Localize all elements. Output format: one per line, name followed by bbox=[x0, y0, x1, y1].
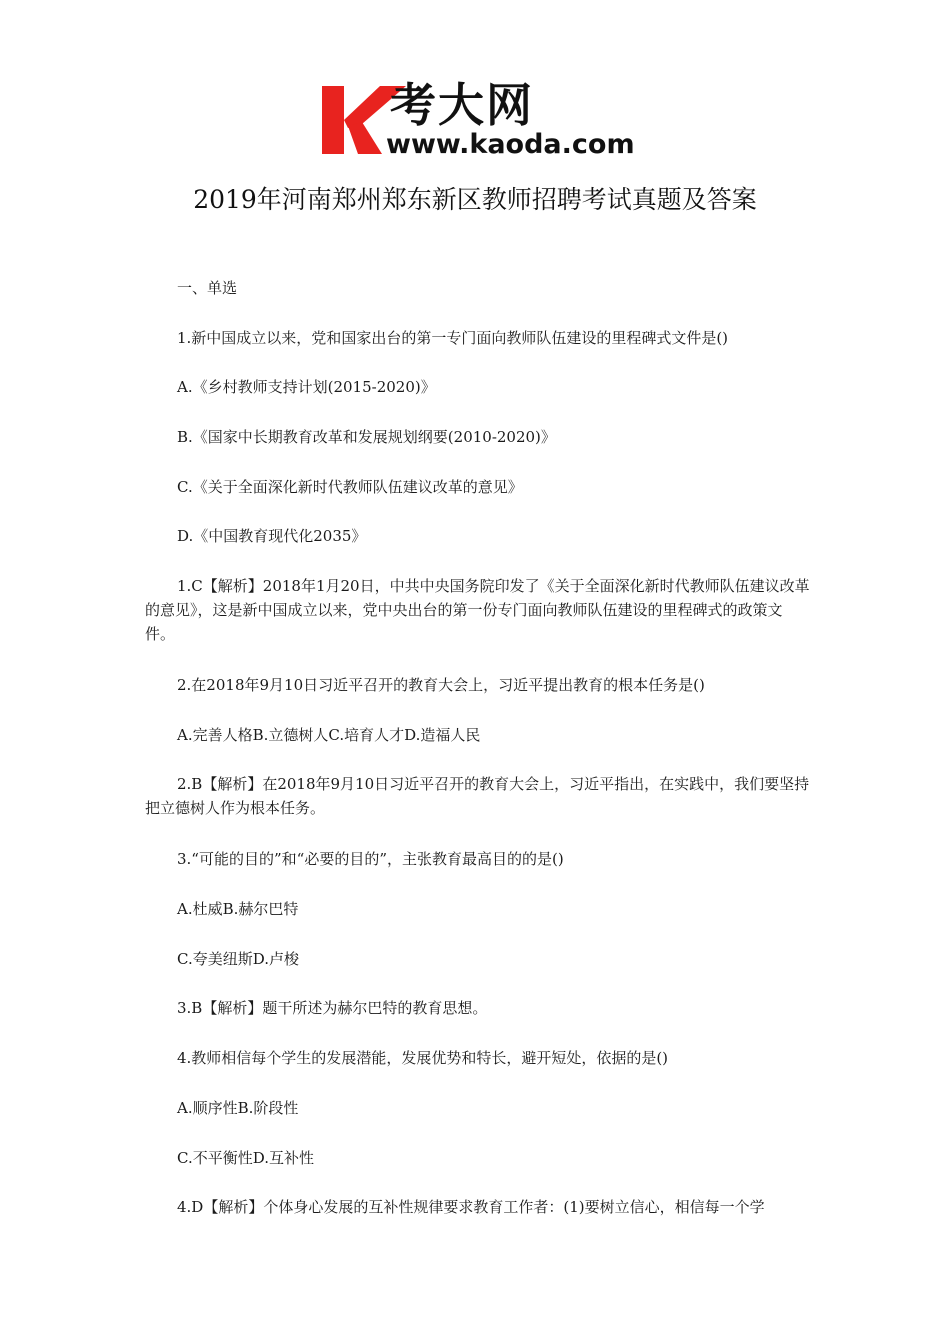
document-title: 2019年河南郑州郑东新区教师招聘考试真题及答案 bbox=[193, 185, 757, 214]
question-1: 1.新中国成立以来，党和国家出台的第一专门面向教师队伍建设的里程碑式文件是() bbox=[177, 329, 729, 347]
answer-4: 4.D【解析】个体身心发展的互补性规律要求教育工作者：(1)要树立信心，相信每一个学 bbox=[177, 1198, 765, 1216]
options-3ab: A.杜威B.赫尔巴特 bbox=[177, 900, 299, 918]
options-4ab: A.顺序性B.阶段性 bbox=[177, 1099, 299, 1117]
option-1a: A.《乡村教师支持计划(2015-2020)》 bbox=[177, 378, 436, 396]
kaoda-logo bbox=[318, 78, 638, 164]
options-2: A.完善人格B.立德树人C.培育人才D.造福人民 bbox=[177, 726, 481, 744]
answer-1: 1.C【解析】2018年1月20日，中共中央国务院印发了《关于全面深化新时代教师队伍建议改革的意见》，这是新中国成立以来，党中央出台的第一份专门面向教师队伍建设的里程碑式的政策文件。 bbox=[145, 577, 810, 643]
options-4cd: C.不平衡性D.互补性 bbox=[177, 1149, 314, 1167]
answer-2: 2.B【解析】在2018年9月10日习近平召开的教育大会上，习近平指出，在实践中，我们要坚持把立德树人作为根本任务。 bbox=[145, 775, 810, 817]
option-1c: C.《关于全面深化新时代教师队伍建议改革的意见》 bbox=[177, 478, 523, 496]
answer-3: 3.B【解析】题干所述为赫尔巴特的教育思想。 bbox=[177, 999, 488, 1017]
options-3cd: C.夸美纽斯D.卢梭 bbox=[177, 950, 299, 968]
option-1b: B.《国家中长期教育改革和发展规划纲要(2010-2020)》 bbox=[177, 428, 556, 446]
question-2: 2.在2018年9月10日习近平召开的教育大会上，习近平提出教育的根本任务是() bbox=[177, 676, 705, 694]
section-heading: 一、单选 bbox=[177, 279, 238, 297]
question-3: 3.“可能的目的”和“必要的目的”，主张教育最高目的的是() bbox=[177, 850, 564, 868]
logo-brand-name: 考大网 bbox=[390, 78, 534, 132]
option-1d: D.《中国教育现代化2035》 bbox=[177, 527, 367, 545]
logo-url: www.kaoda.com bbox=[386, 129, 635, 160]
question-4: 4.教师相信每个学生的发展潜能，发展优势和特长，避开短处，依据的是() bbox=[177, 1049, 669, 1067]
